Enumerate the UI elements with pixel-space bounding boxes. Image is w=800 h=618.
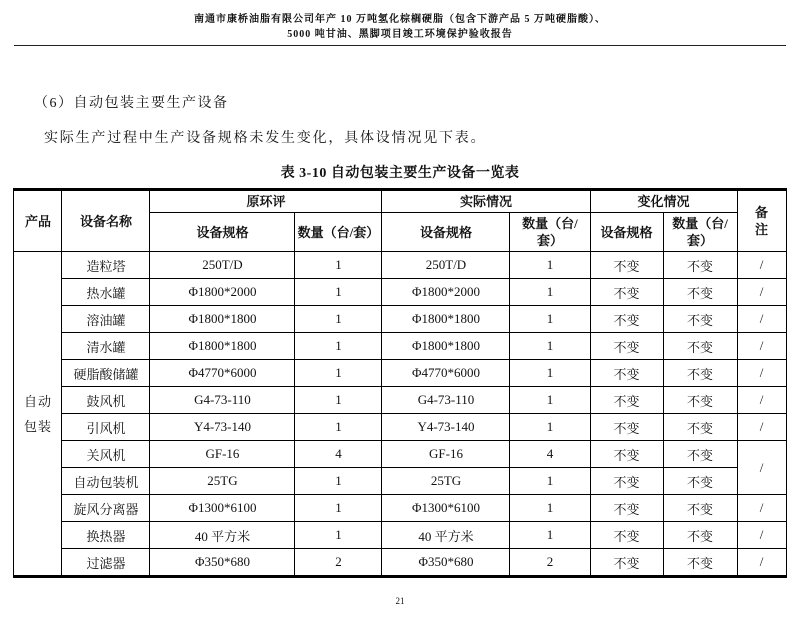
remark-cell: / [737,549,786,577]
col-header-change: 变化情况 [590,190,737,213]
equipment-name-cell: 鼓风机 [62,387,150,414]
actual-qty-cell: 1 [510,387,590,414]
table-row [14,414,786,441]
table-row [14,495,786,522]
col-header-orig-spec: 设备规格 [150,213,295,252]
orig-qty-cell: 1 [295,279,382,306]
change-qty-cell: 不变 [663,414,737,441]
orig-qty-cell: 1 [295,495,382,522]
change-qty-cell: 不变 [663,441,737,468]
orig-spec-cell: Φ350*680 [150,549,295,577]
orig-spec-cell: Φ1800*1800 [150,306,295,333]
actual-qty-cell: 1 [510,414,590,441]
orig-qty-cell: 4 [295,441,382,468]
remark-cell: / [737,387,786,414]
actual-spec-cell: Φ1800*1800 [382,333,510,360]
change-qty-cell: 不变 [663,306,737,333]
actual-qty-cell: 2 [510,549,590,577]
remark-cell: / [737,522,786,549]
doc-header-line-2: 5000 吨甘油、黑脚项目竣工环境保护验收报告 [287,29,513,40]
remark-cell: / [737,414,786,441]
body-paragraph: 实际生产过程中生产设备规格未发生变化，具体设情况见下表。 [44,131,487,146]
col-header-change-qty: 数量（台/套） [663,213,737,252]
change-qty-cell: 不变 [663,387,737,414]
orig-qty-cell: 1 [295,333,382,360]
orig-qty-cell: 2 [295,549,382,577]
orig-spec-cell: Φ1800*1800 [150,333,295,360]
actual-spec-cell: GF-16 [382,441,510,468]
change-qty-cell: 不变 [663,333,737,360]
change-spec-cell: 不变 [590,414,663,441]
change-spec-cell: 不变 [590,468,663,495]
actual-qty-cell: 1 [510,495,590,522]
change-spec-cell: 不变 [590,279,663,306]
change-spec-cell: 不变 [590,360,663,387]
table-row [14,279,786,306]
actual-qty-cell: 1 [510,252,590,279]
orig-spec-cell: Φ1300*6100 [150,495,295,522]
change-spec-cell: 不变 [590,333,663,360]
remark-cell: / [737,279,786,306]
col-header-actual-spec: 设备规格 [382,213,510,252]
col-header-original-eia: 原环评 [150,190,382,213]
col-header-actual-qty: 数量（台/套） [510,213,590,252]
col-header-change-spec: 设备规格 [590,213,663,252]
actual-qty-cell: 4 [510,441,590,468]
equipment-name-cell: 溶油罐 [62,306,150,333]
remark-cell: / [737,495,786,522]
equipment-table [13,188,786,578]
table-row [14,360,786,387]
change-spec-cell: 不变 [590,495,663,522]
actual-qty-cell: 1 [510,306,590,333]
change-spec-cell: 不变 [590,441,663,468]
equipment-name-cell: 旋风分离器 [62,495,150,522]
change-qty-cell: 不变 [663,495,737,522]
table-row [14,306,786,333]
table-row [14,252,786,279]
equipment-name-cell: 过滤器 [62,549,150,577]
table-row [14,441,786,468]
equipment-name-cell: 硬脂酸储罐 [62,360,150,387]
doc-header-line-1: 南通市康桥油脂有限公司年产 10 万吨氢化棕榈硬脂（包含下游产品 5 万吨硬脂酸）、 [194,14,606,25]
orig-spec-cell: 40 平方米 [150,522,295,549]
actual-qty-cell: 1 [510,279,590,306]
remark-label: 备注 [755,205,769,237]
change-qty-cell: 不变 [663,468,737,495]
page-number: 21 [395,596,405,606]
col-header-equipment-name: 设备名称 [62,190,150,252]
col-header-product: 产品 [14,190,62,252]
orig-qty-cell: 1 [295,387,382,414]
table-row [14,522,786,549]
section-heading: （6）自动包装主要生产设备 [34,96,229,111]
orig-spec-cell: Y4-73-140 [150,414,295,441]
orig-qty-cell: 1 [295,468,382,495]
actual-spec-cell: Y4-73-140 [382,414,510,441]
equipment-name-cell: 换热器 [62,522,150,549]
orig-qty-cell: 1 [295,306,382,333]
table-row [14,468,786,495]
col-header-actual: 实际情况 [382,190,590,213]
actual-qty-cell: 1 [510,333,590,360]
actual-qty-cell: 1 [510,522,590,549]
change-spec-cell: 不变 [590,522,663,549]
actual-spec-cell: 250T/D [382,252,510,279]
change-spec-cell: 不变 [590,549,663,577]
orig-spec-cell: 25TG [150,468,295,495]
equipment-name-cell: 引风机 [62,414,150,441]
actual-spec-cell: 25TG [382,468,510,495]
actual-spec-cell: Φ350*680 [382,549,510,577]
table-row [14,387,786,414]
equipment-name-cell: 造粒塔 [62,252,150,279]
col-header-orig-qty: 数量（台/套） [295,213,382,252]
change-spec-cell: 不变 [590,306,663,333]
remark-cell: / [737,306,786,333]
orig-qty-cell: 1 [295,522,382,549]
actual-qty-cell: 1 [510,468,590,495]
product-cell [14,252,62,577]
equipment-name-cell: 自动包装机 [62,468,150,495]
orig-spec-cell: Φ4770*6000 [150,360,295,387]
orig-spec-cell: GF-16 [150,441,295,468]
equipment-name-cell: 热水罐 [62,279,150,306]
col-header-remark [737,190,786,252]
remark-cell: / [737,360,786,387]
table-row [14,333,786,360]
remark-cell: / [737,333,786,360]
remark-cell: / [737,441,786,495]
orig-qty-cell: 1 [295,252,382,279]
orig-spec-cell: Φ1800*2000 [150,279,295,306]
table-title: 表 3-10 自动包装主要生产设备一览表 [280,166,520,181]
table-row [14,549,786,577]
change-qty-cell: 不变 [663,279,737,306]
actual-spec-cell: Φ1800*1800 [382,306,510,333]
orig-qty-cell: 1 [295,414,382,441]
change-qty-cell: 不变 [663,252,737,279]
actual-spec-cell: Φ1800*2000 [382,279,510,306]
change-qty-cell: 不变 [663,522,737,549]
change-spec-cell: 不变 [590,252,663,279]
change-qty-cell: 不变 [663,360,737,387]
actual-spec-cell: Φ1300*6100 [382,495,510,522]
remark-cell: / [737,252,786,279]
actual-spec-cell: Φ4770*6000 [382,360,510,387]
orig-spec-cell: 250T/D [150,252,295,279]
orig-spec-cell: G4-73-110 [150,387,295,414]
actual-qty-cell: 1 [510,360,590,387]
equipment-name-cell: 清水罐 [62,333,150,360]
equipment-name-cell: 关风机 [62,441,150,468]
change-qty-cell: 不变 [663,549,737,577]
change-spec-cell: 不变 [590,387,663,414]
orig-qty-cell: 1 [295,360,382,387]
actual-spec-cell: G4-73-110 [382,387,510,414]
actual-spec-cell: 40 平方米 [382,522,510,549]
doc-header [14,0,786,46]
product-group-label: 自动包装 [23,393,52,434]
